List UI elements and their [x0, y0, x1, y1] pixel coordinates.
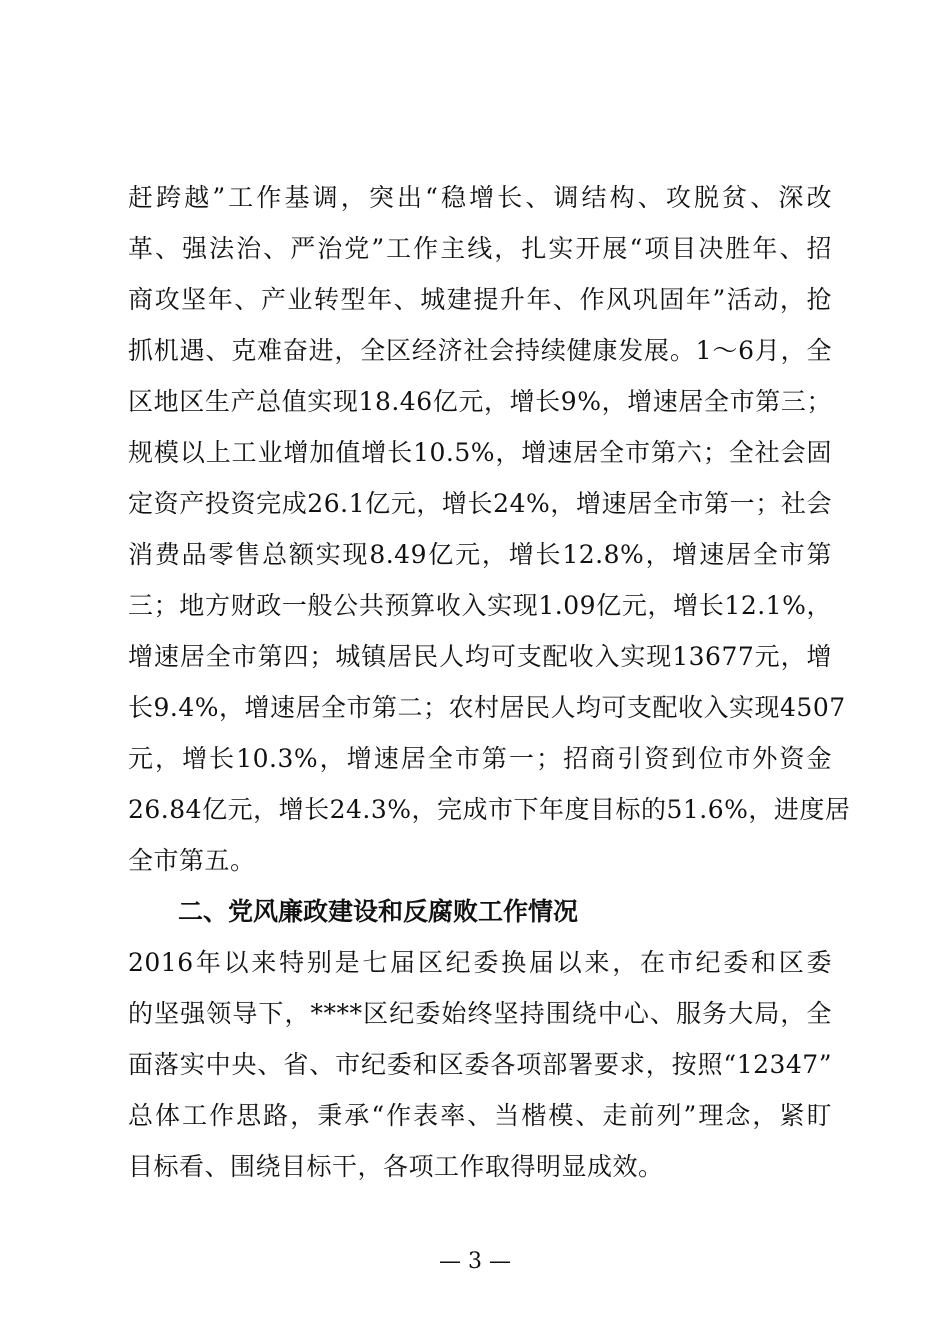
paragraph-1-line-13: 26.84亿元，增长24.3%，完成市下年度目标的51.6%，进度居 [128, 795, 851, 824]
paragraph-1-line-12: 元，增长10.3%，增速居全市第一；招商引资到位市外资金 [128, 744, 832, 773]
paragraph-1-line-4: 抓机遇、克难奋进，全区经济社会持续健康发展。1～6月，全 [128, 336, 832, 365]
paragraph-1-line-5: 区地区生产总值实现18.46亿元，增长9%，增速居全市第三； [128, 387, 832, 416]
paragraph-1-line-3: 商攻坚年、产业转型年、城建提升年、作风巩固年”活动，抢 [128, 285, 832, 314]
paragraph-1-line-14: 全市第五。 [128, 846, 256, 875]
paragraph-1-line-6: 规模以上工业增加值增长10.5%，增速居全市第六；全社会固 [128, 438, 832, 467]
paragraph-2-line-1: 2016年以来特别是七届区纪委换届以来，在市纪委和区委 [128, 948, 832, 977]
section-heading: 二、党风廉政建设和反腐败工作情况 [178, 897, 579, 926]
paragraph-2-line-4: 总体工作思路，秉承“作表率、当楷模、走前列”理念，紧盯 [128, 1101, 832, 1130]
paragraph-1-line-11: 长9.4%，增速居全市第二；农村居民人均可支配收入实现4507 [128, 693, 846, 722]
paragraph-1-line-1: 赶跨越”工作基调，突出“稳增长、调结构、攻脱贫、深改 [128, 183, 832, 212]
paragraph-2-line-3: 面落实中央、省、市纪委和区委各项部署要求，按照“12347” [128, 1050, 832, 1079]
paragraph-1-line-9: 三；地方财政一般公共预算收入实现1.09亿元，增长12.1%， [128, 591, 832, 620]
paragraph-2-line-5: 目标看、围绕目标干，各项工作取得明显成效。 [128, 1152, 664, 1181]
paragraph-2-line-2: 的坚强领导下，****区纪委始终坚持围绕中心、服务大局，全 [128, 999, 832, 1028]
paragraph-1-line-10: 增速居全市第四；城镇居民人均可支配收入实现13677元，增 [128, 642, 832, 671]
paragraph-1-line-8: 消费品零售总额实现8.49亿元，增长12.8%，增速居全市第 [128, 540, 832, 569]
page-number: — 3 — [439, 1249, 511, 1274]
paragraph-1-line-7: 定资产投资完成26.1亿元，增长24%，增速居全市第一；社会 [128, 489, 832, 518]
paragraph-1-line-2: 革、强法治、严治党”工作主线，扎实开展“项目决胜年、招 [128, 234, 832, 263]
